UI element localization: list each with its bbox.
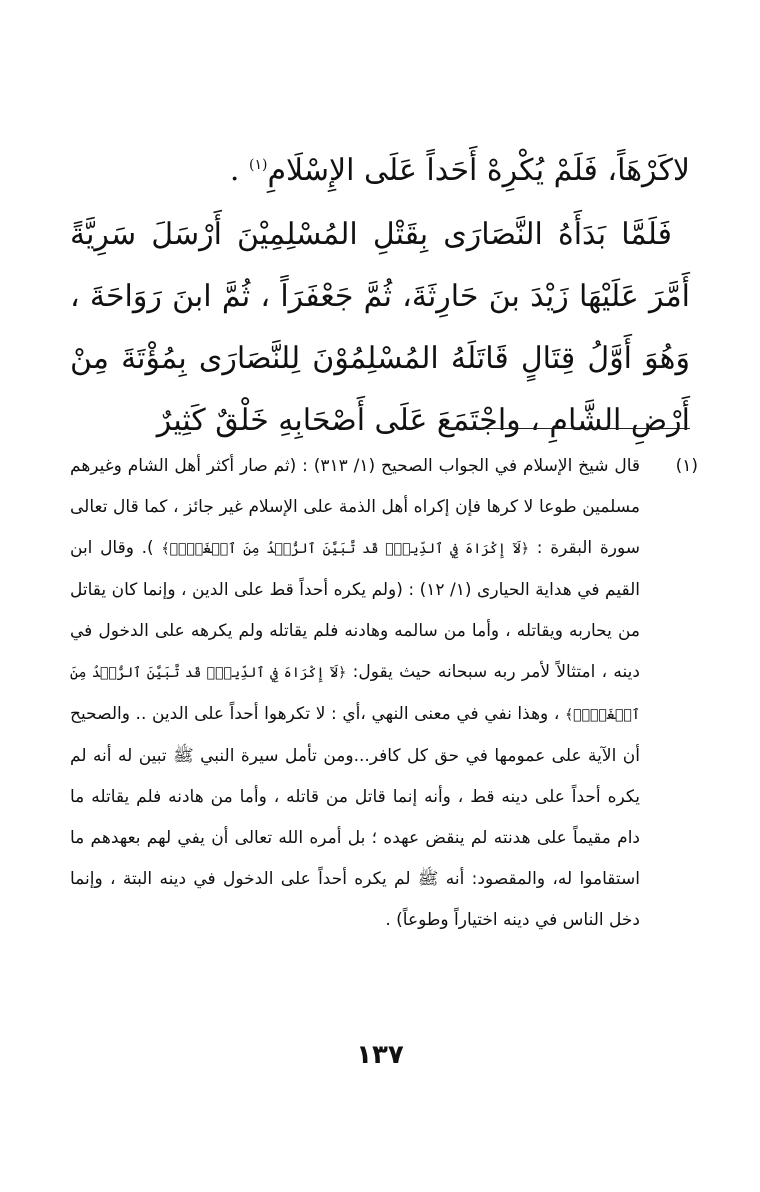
footnotes <box>70 446 698 941</box>
footnote-seg-1: قال شيخ الإسلام في الجواب الصحيح (١/ ٣١٣) : (ثم صار أكثر أهل الشام وغيرهم مسلمين طوعا لا كرها فإن إكراه أهل الذمة على الإسلام غير جائز ، كما قال تعالى سورة البقرة : <box>70 456 640 558</box>
quran-quote-1: ﴿لَآ إِكْرَاهَ فِي ٱلدِّينِۖ قَد تَّبَيَّنَ ٱلرُّشۡدُ مِنَ ٱلۡغَيِّۚ﴾ <box>161 541 530 557</box>
main-line-1-end: . <box>229 153 249 188</box>
main-line-1 <box>70 140 690 202</box>
footnote-reference: (١) <box>248 157 268 173</box>
main-paragraph-2: فَلَمَّا بَدَأَهُ النَّصَارَى بِقَتْلِ المُسْلِمِيْنَ أَرْسَلَ سَرِيَّةً أَمَّرَ عَلَيْهَا زَيْدَ بنَ حَارِثَةَ، ثُمَّ جَعْفَرَاً ، ثُمَّ ابنَ رَوَاحَةَ ، وَهُوَ أَوَّلُ قِتَالٍ قَاتَلَهُ المُسْلِمُوْنَ لِلنَّصَارَى بِمُؤْتَةَ مِنْ أَرْضِ الشَّامِ ، واجْتَمَعَ عَلَى أَصْحَابِهِ خَلْقٌ كَثِيرٌ <box>70 217 690 438</box>
footnote-number: (١) <box>675 456 698 476</box>
main-line-1-text: لاكَرْهَاً، فَلَمْ يُكْرِهْ أَحَداً عَلَى الإِسْلَامِ <box>267 153 690 188</box>
main-text <box>70 140 690 454</box>
footnote-seg-2: ). وقال ابن القيم في هداية الحيارى (١/ ١٢) : (ولم يكره أحداً قط على الدين ، وإنما كان يقاتل من يحاربه ويقاتله ، وأما من سالمه وهادنه فلم يقاتله ولم يكرهه على الدخول في دينه ، امتثالاً لأمر ربه سبحانه حيث يقول: <box>70 538 640 682</box>
footnote-divider <box>445 428 690 429</box>
footnote-seg-3: ، وهذا نفي في معنى النهي ،أي : لا تكرهوا أحداً على الدين .. والصحيح أن الآية على عمومها في حق كل كافر...ومن تأمل سيرة النبي ﷺ تبين له أنه لم يكره أحداً على دينه قط ، وأنه إنما قاتل من قاتله ، وأما من هادنه فلم يقاتله ما دام مقيماً على هدنته لم ينقض عهده ؛ بل أمره الله تعالى أن يفي لهم بعهدهم ما استقاموا له، والمقصود: أنه ﷺ لم يكره أحداً على الدخول في دينه البتة ، وإنما دخل الناس في دينه اختياراً وطوعاً) . <box>70 704 640 930</box>
footnote-1 <box>70 446 698 941</box>
footnote-text <box>70 446 640 941</box>
page-number: ١٣٧ <box>356 1040 404 1070</box>
quran-quote-2: ﴿لَآ إِكْرَاهَ فِي ٱلدِّينِۖ قَد تَّبَيَّنَ ٱلرُّشۡدُ مِنَ ٱلۡغَيِّۚ﴾ <box>70 665 640 723</box>
